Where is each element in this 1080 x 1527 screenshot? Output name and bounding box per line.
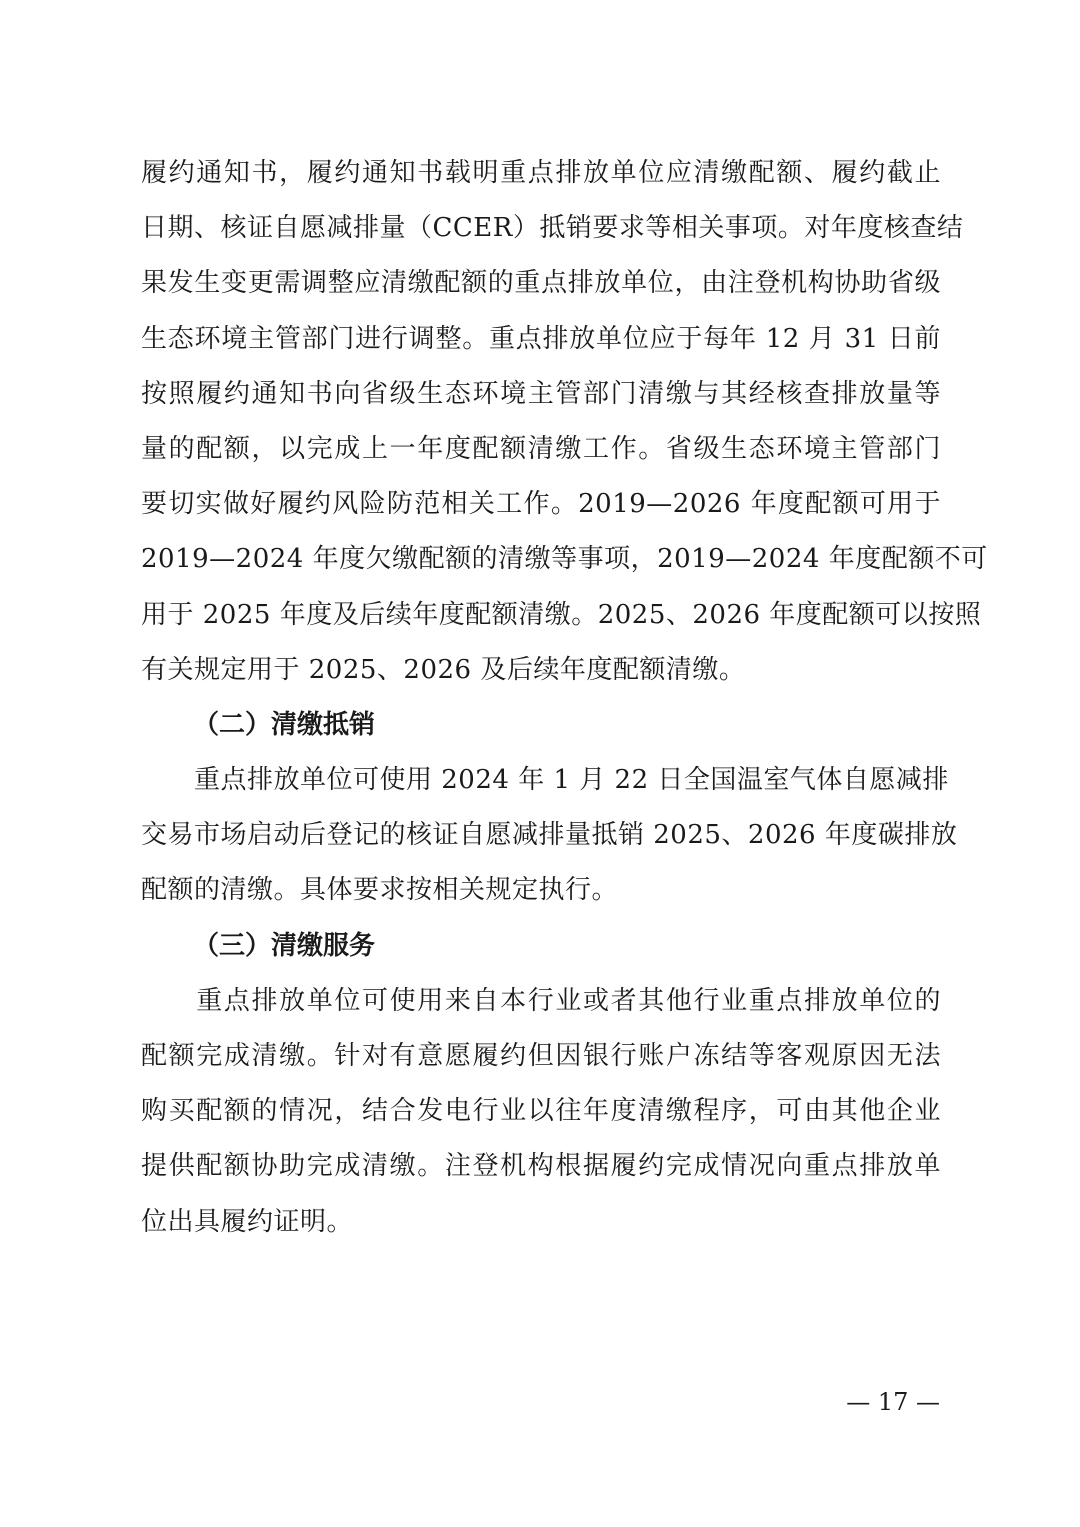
paragraph-line: 按照履约通知书向省级生态环境主管部门清缴与其经核查排放量等 — [141, 378, 941, 409]
document-body — [141, 146, 988, 1250]
paragraph-line: 履约通知书，履约通知书载明重点排放单位应清缴配额、履约截止 — [141, 158, 941, 188]
paragraph-line: 有关规定用于 2025、2026 及后续年度配额清缴。 — [141, 654, 746, 685]
section-heading-clearance-offset: （二）清缴抵销 — [193, 709, 376, 740]
paragraph-line: 配额的清缴。具体要求按相关规定执行。 — [141, 875, 619, 906]
paragraph-line: 购买配额的情况，结合发电行业以往年度清缴程序，可由其他企业 — [141, 1096, 941, 1127]
paragraph-line: 量的配额，以完成上一年度配额清缴工作。省级生态环境主管部门 — [141, 433, 941, 464]
paragraph-line: 要切实做好履约风险防范相关工作。2019—2026 年度配额可用于 — [141, 489, 941, 520]
paragraph-line: 日期、核证自愿减排量（CCER）抵销要求等相关事项。对年度核查结 — [141, 213, 964, 244]
paragraph-line: 交易市场启动后登记的核证自愿减排量抵销 2025、2026 年度碳排放 — [141, 820, 958, 851]
paragraph-line: 2019—2024 年度欠缴配额的清缴等事项，2019—2024 年度配额不可 — [141, 544, 988, 575]
paragraph-line: 用于 2025 年度及后续年度配额清缴。2025、2026 年度配额可以按照 — [141, 599, 982, 630]
section-heading-clearance-service: （三）清缴服务 — [193, 930, 376, 961]
paragraph-line: 重点排放单位可使用 2024 年 1 月 22 日全国温室气体自愿减排 — [141, 765, 949, 796]
page-number: — 17 — — [846, 1388, 940, 1416]
paragraph-line: 提供配额协助完成清缴。注登机构根据履约完成情况向重点排放单 — [141, 1151, 941, 1182]
paragraph-line: 重点排放单位可使用来自本行业或者其他行业重点排放单位的 — [141, 985, 941, 1016]
paragraph-line: 果发生变更需调整应清缴配额的重点排放单位，由注登机构协助省级 — [141, 268, 941, 299]
paragraph-line: 生态环境主管部门进行调整。重点排放单位应于每年 12 月 31 日前 — [141, 323, 941, 354]
paragraph-line: 位出具履约证明。 — [141, 1206, 354, 1237]
paragraph-line: 配额完成清缴。针对有意愿履约但因银行账户冻结等客观原因无法 — [141, 1041, 941, 1071]
